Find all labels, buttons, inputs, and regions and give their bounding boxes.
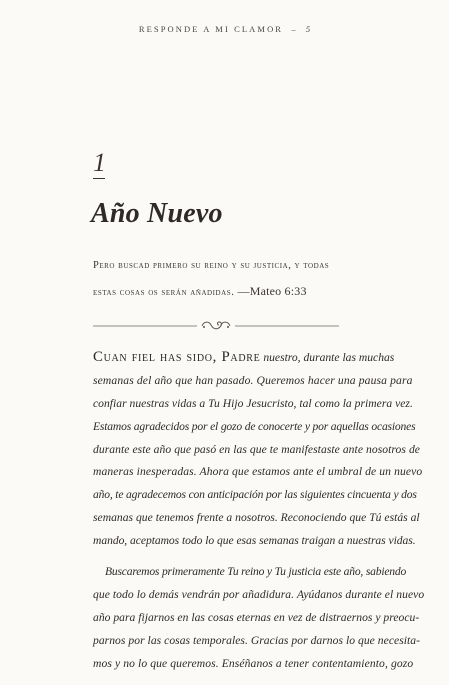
body-line-13: mos y no lo que queremos. Enséñanos a tener contentamiento, gozo xyxy=(93,657,414,670)
body-line-5: maneras inesperadas. Ahora que estamos ante el umbral de un nuevo xyxy=(93,465,423,478)
chapter-number: 1 xyxy=(93,148,106,177)
body-line-6: año, te agradecemos con anticipación por las siguientes cincuenta y dos xyxy=(93,488,417,501)
body-line-1: semanas del año que han pasado. Queremos hacer una pausa para xyxy=(93,374,413,387)
body-line-10: que todo lo demás vendrán por añadidura. Ayúdanos durante el nuevo xyxy=(93,588,425,601)
chapter-number-underline xyxy=(93,178,105,179)
epigraph-line-2 xyxy=(93,284,393,299)
body-line-12: parnos por las cosas temporales. Gracias por darnos lo que necesita- xyxy=(93,634,421,647)
page-number: 5 xyxy=(305,24,311,34)
body-line-2: confiar nuestras vidas a Tu Hijo Jesucristo, tal como la primera vez. xyxy=(93,397,413,410)
body-line-4: durante este año que pasó en las que te manifestaste ante nosotros de xyxy=(93,443,421,456)
body-line-9: Buscaremos primeramente Tu reino y Tu justicia este año, sabiendo xyxy=(105,565,407,578)
body-line-3: Estamos agradecidos por el gozo de conocerte y por aquellas ocasiones xyxy=(93,420,416,433)
section-ornament xyxy=(93,318,339,334)
epigraph-line-2-text: estas cosas os serán añadidas. xyxy=(93,287,238,298)
body-line-0 xyxy=(93,350,394,365)
running-head-title: RESPONDE A MI CLAMOR xyxy=(138,24,284,34)
epigraph-line-1: Pero buscad primero su reino y su justicia, y todas xyxy=(93,260,330,271)
lead-rest: nuestro, durante las muchas xyxy=(260,351,395,364)
body-line-11: año para fijarnos en las cosas eternas en vez de distraernos y preocu- xyxy=(93,611,420,624)
lead-in-caps: Cuan fiel has sido, Padre xyxy=(93,349,261,365)
chapter-title: Año Nuevo xyxy=(91,198,223,229)
body-line-7: semanas que tenemos frente a nosotros. Reconociendo que Tú estás al xyxy=(93,511,420,524)
body-line-8: mando, aceptamos todo lo que esas semanas traigan a nuestras vidas. xyxy=(93,534,416,547)
running-head xyxy=(0,24,449,34)
running-head-separator: – xyxy=(291,24,298,34)
epigraph-reference: —Mateo 6:33 xyxy=(237,284,307,298)
